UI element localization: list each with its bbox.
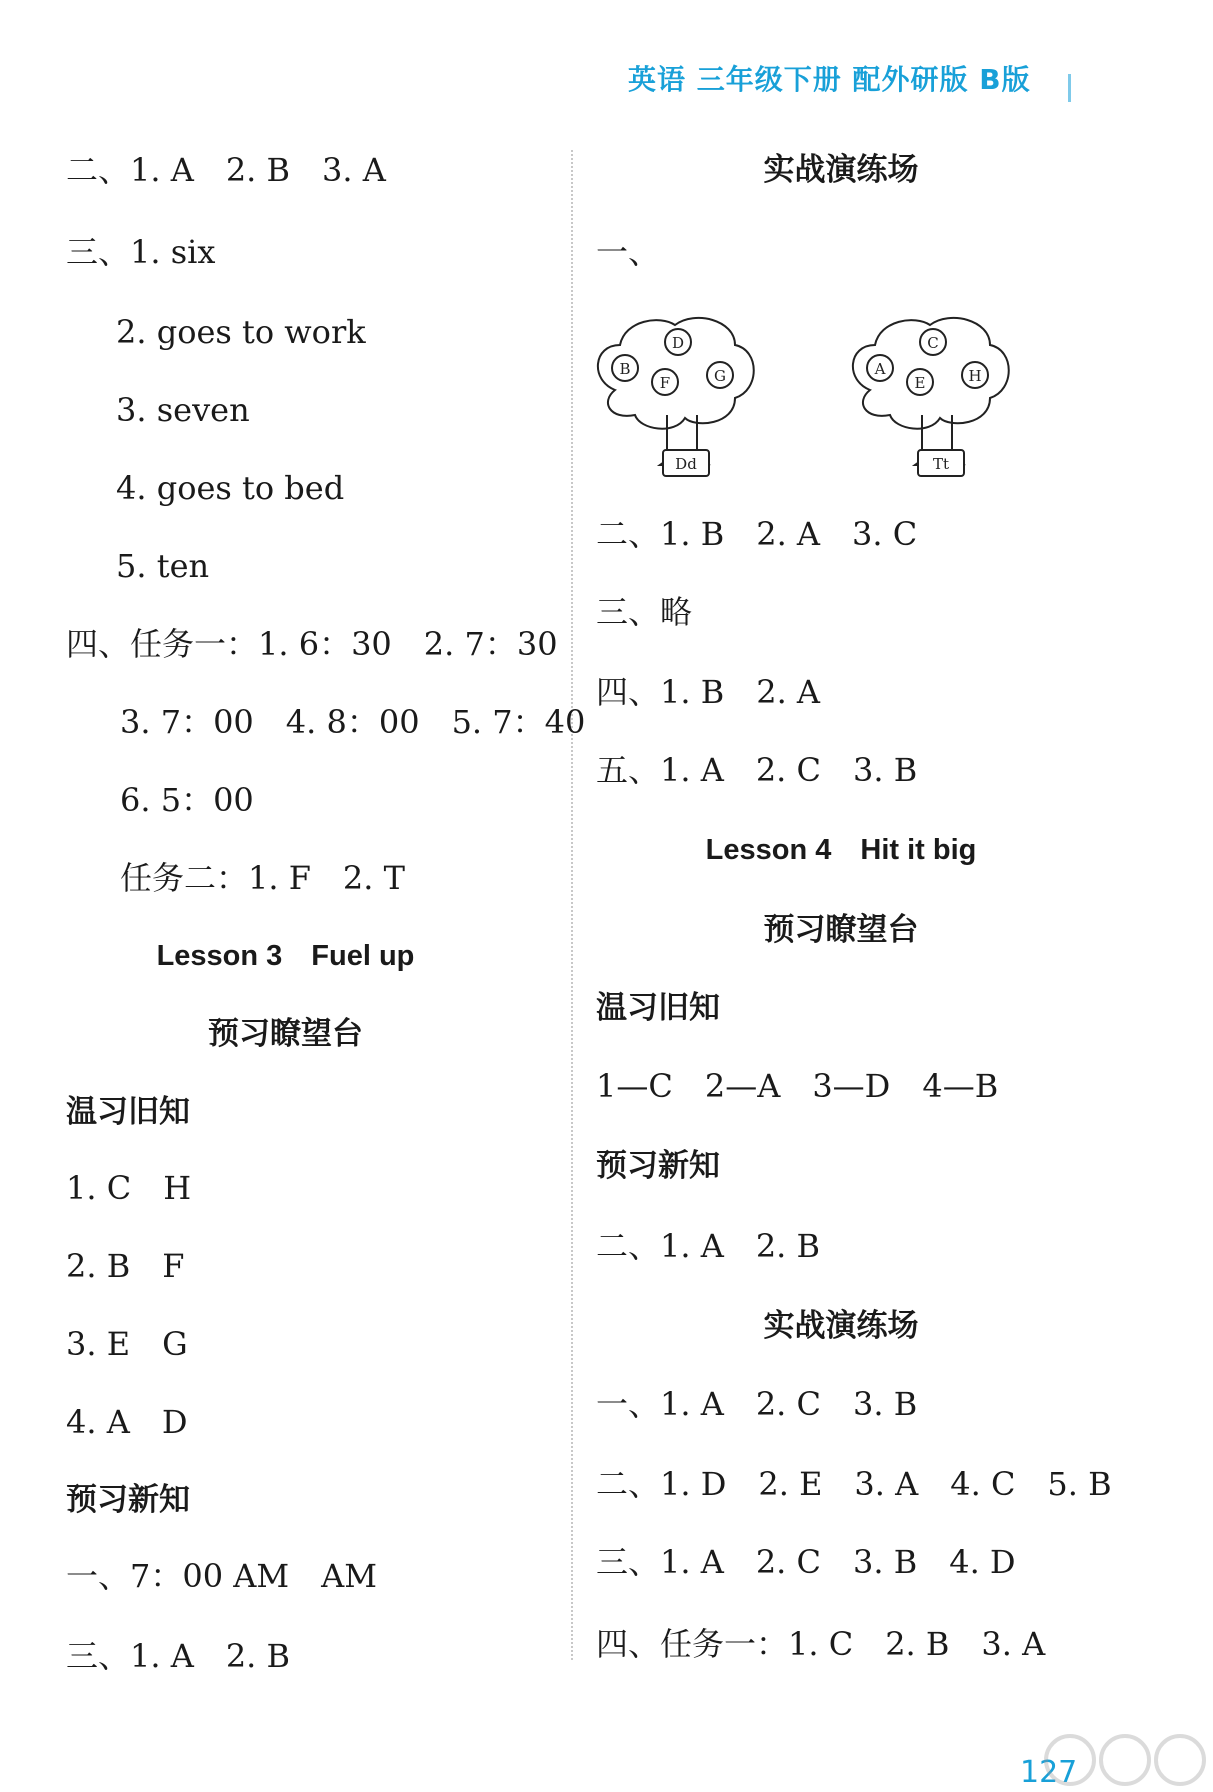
answer-line: 四、1. B 2. A (596, 673, 821, 711)
section-title: 预习瞭望台 (208, 1016, 363, 1052)
answer-line: 二、1. A 2. B 3. A (66, 151, 386, 189)
answer-line: 6. 5：00 (120, 781, 254, 819)
section-title: 实战演练场 (763, 152, 919, 188)
fruit-letter: C (927, 334, 939, 352)
apple-tree-diagram (585, 310, 1045, 480)
trunk-label: Dd (675, 455, 697, 473)
answer-line: 1. C H (66, 1169, 192, 1207)
answer-line: 三、1. six (66, 233, 216, 271)
watermark-logo (1040, 1730, 1210, 1790)
answer-line: 四、任务一：1. 6：30 2. 7：30 (66, 625, 558, 663)
section-title: 预习瞭望台 (763, 912, 919, 948)
answer-line: 四、任务一：1. C 2. B 3. A (596, 1625, 1046, 1663)
apple-tree-1 (598, 318, 754, 476)
answer-line: 3. E G (66, 1325, 188, 1363)
answer-line: 五、1. A 2. C 3. B (596, 751, 918, 789)
column-divider (571, 150, 573, 1660)
answer-line: 一、 (596, 233, 661, 271)
answer-line: 三、1. A 2. B (66, 1637, 291, 1675)
subsection-title: 预习新知 (66, 1482, 190, 1518)
answer-line: 二、1. A 2. B (596, 1227, 821, 1265)
answer-line: 三、略 (596, 593, 693, 631)
answer-line: 3. 7：00 4. 8：00 5. 7：40 (120, 703, 586, 741)
answer-line: 二、1. D 2. E 3. A 4. C 5. B (596, 1465, 1112, 1503)
subsection-title: 预习新知 (596, 1148, 720, 1184)
subsection-title: 温习旧知 (596, 990, 720, 1026)
lesson-title: Lesson 4 Hit it big (705, 834, 977, 866)
answer-line: 5. ten (116, 547, 210, 585)
answer-line: 4. A D (66, 1403, 188, 1441)
answer-line: 1—C 2—A 3—D 4—B (596, 1067, 999, 1105)
subsection-title: 温习旧知 (66, 1094, 190, 1130)
answer-line: 一、1. A 2. C 3. B (596, 1385, 918, 1423)
page-header-title: 英语 三年级下册 配外研版 B版 (628, 63, 1031, 96)
lesson-title: Lesson 3 Fuel up (156, 940, 415, 972)
answer-line: 2. goes to work (116, 313, 366, 351)
answer-line: 任务二：1. F 2. T (120, 859, 405, 897)
fruit-letter: A (874, 360, 886, 378)
fruit-letter: G (714, 367, 726, 385)
answer-line: 一、7：00 AM AM (66, 1557, 378, 1595)
fruit-letter: E (914, 374, 926, 392)
answer-line: 2. B F (66, 1247, 185, 1285)
answer-line: 三、1. A 2. C 3. B 4. D (596, 1543, 1016, 1581)
answer-line: 二、1. B 2. A 3. C (596, 515, 918, 553)
fruit-letter: B (619, 360, 631, 378)
fruit-letter: F (659, 374, 671, 392)
fruit-letter: D (671, 334, 685, 352)
fruit-letter: H (968, 367, 982, 385)
header-accent-bar (1068, 74, 1071, 102)
section-title: 实战演练场 (763, 1308, 919, 1344)
answer-line: 4. goes to bed (116, 469, 345, 507)
trunk-label: Tt (932, 455, 950, 473)
answer-line: 3. seven (116, 391, 250, 429)
apple-tree-2 (853, 318, 1009, 476)
page-number: 127 (1020, 1755, 1078, 1790)
